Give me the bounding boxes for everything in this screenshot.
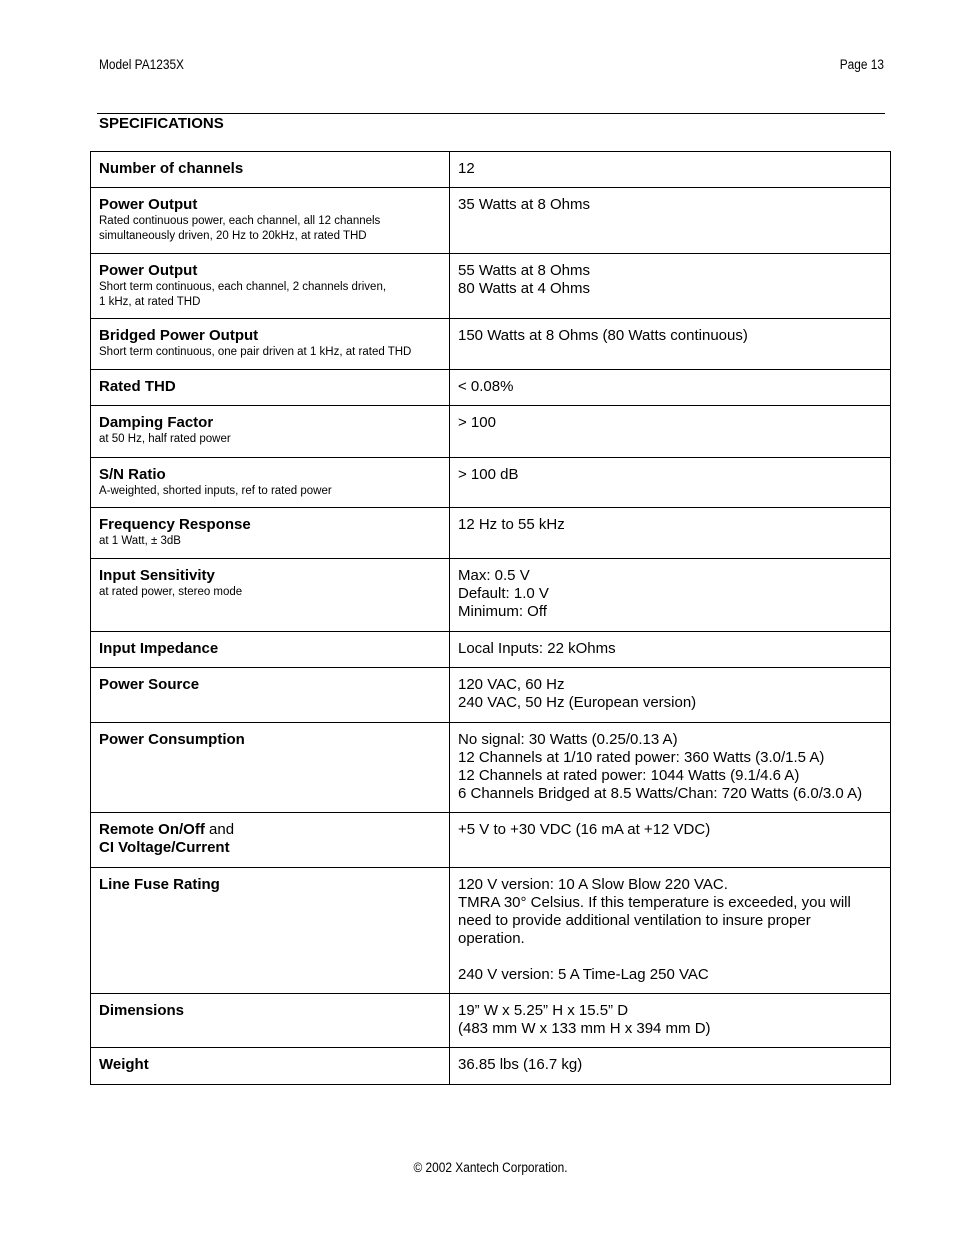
spec-label-cell <box>91 668 450 723</box>
spec-value: 12 <box>458 160 475 177</box>
spec-value <box>458 948 882 966</box>
spec-label-second-line: CI Voltage/Current <box>99 839 230 856</box>
spec-value-cell <box>450 188 891 254</box>
spec-value: Minimum: Off <box>458 603 547 620</box>
spec-label: Input Impedance <box>99 640 219 657</box>
spec-label-cell <box>91 994 450 1048</box>
spec-value: Max: 0.5 V <box>458 567 530 584</box>
spec-label-cell <box>91 319 450 370</box>
spec-value-cell <box>450 632 891 668</box>
spec-label-description: at 1 Watt, ± 3dB <box>99 535 181 547</box>
spec-label-cell <box>91 1048 450 1085</box>
spec-value-cell <box>450 370 891 406</box>
spec-value-cell <box>450 254 891 319</box>
spec-label-cell <box>91 152 450 188</box>
spec-value: 19” W x 5.25” H x 15.5” D <box>458 1002 629 1019</box>
spec-value: 55 Watts at 8 Ohms <box>458 262 590 279</box>
spec-row <box>91 254 891 319</box>
spec-label-cell <box>91 254 450 319</box>
spec-value: TMRA 30° Celsius. If this temperature is exceeded, you will <box>458 894 851 911</box>
copyright: © 2002 Xantech Corporation. <box>413 1160 569 1175</box>
spec-value: 12 Channels at rated power: 1044 Watts (9.1/4.6 A) <box>458 767 800 784</box>
spec-label: Input Sensitivity <box>99 567 215 584</box>
header-rule <box>97 113 885 114</box>
spec-label-line <box>99 1056 441 1074</box>
page-number: Page 13 <box>839 57 884 72</box>
spec-label: Dimensions <box>99 1002 185 1019</box>
spec-value: < 0.08% <box>458 378 514 395</box>
spec-label: Power Consumption <box>99 731 245 748</box>
spec-label-cell <box>91 723 450 813</box>
spec-label-cell <box>91 458 450 508</box>
spec-value-cell <box>450 723 891 813</box>
spec-label-cell <box>91 868 450 994</box>
spec-label-line <box>99 414 441 432</box>
spec-value: > 100 dB <box>458 466 519 483</box>
spec-label-line <box>99 676 441 694</box>
spec-label-description: Short term continuous, one pair driven at 1 kHz, at rated THD <box>99 346 412 358</box>
spec-row <box>91 406 891 458</box>
spec-value: 6 Channels Bridged at 8.5 Watts/Chan: 720 Watts (6.0/3.0 A) <box>458 785 863 802</box>
spec-row <box>91 868 891 994</box>
spec-value: +5 V to +30 VDC (16 mA at +12 VDC) <box>458 821 711 838</box>
spec-row <box>91 559 891 632</box>
spec-value: 120 V version: 10 A Slow Blow 220 VAC. <box>458 876 728 893</box>
spec-label: Rated THD <box>99 378 176 395</box>
spec-label-suffix: and <box>204 821 235 838</box>
spec-value: operation. <box>458 930 525 947</box>
spec-value: Default: 1.0 V <box>458 585 549 602</box>
spec-label-line <box>99 262 441 280</box>
spec-label-description: Rated continuous power, each channel, all 12 channels <box>99 215 381 227</box>
spec-row <box>91 370 891 406</box>
spec-label-line <box>99 466 441 484</box>
spec-value: Local Inputs: 22 kOhms <box>458 640 616 657</box>
spec-label-line <box>99 731 441 749</box>
spec-row <box>91 188 891 254</box>
model-name: Model PA1235X <box>99 57 184 72</box>
spec-label-description: Short term continuous, each channel, 2 channels driven, <box>99 281 387 293</box>
spec-label-description: at rated power, stereo mode <box>99 586 243 598</box>
spec-label-cell <box>91 188 450 254</box>
spec-label-line <box>99 160 441 178</box>
spec-value-cell <box>450 868 891 994</box>
spec-value: (483 mm W x 133 mm H x 394 mm D) <box>458 1020 711 1037</box>
spec-value-cell <box>450 1048 891 1085</box>
spec-label-line <box>99 516 441 534</box>
spec-label: Number of channels <box>99 160 244 177</box>
spec-row <box>91 152 891 188</box>
spec-row <box>91 458 891 508</box>
spec-value: 120 VAC, 60 Hz <box>458 676 565 693</box>
spec-row <box>91 1048 891 1085</box>
spec-label-cell <box>91 813 450 868</box>
spec-label-line <box>99 876 441 894</box>
spec-row <box>91 632 891 668</box>
spec-label: Frequency Response <box>99 516 251 533</box>
spec-value: 240 VAC, 50 Hz (European version) <box>458 694 697 711</box>
spec-label: Weight <box>99 1056 149 1073</box>
spec-value: > 100 <box>458 414 496 431</box>
specifications-body <box>91 152 891 1085</box>
spec-value-cell <box>450 152 891 188</box>
spec-label: Power Output <box>99 262 198 279</box>
spec-row <box>91 723 891 813</box>
spec-value-cell <box>450 813 891 868</box>
page-footer <box>0 1160 954 1175</box>
spec-value-cell <box>450 406 891 458</box>
spec-label-cell <box>91 632 450 668</box>
spec-label-cell <box>91 508 450 559</box>
spec-value: 36.85 lbs (16.7 kg) <box>458 1056 583 1073</box>
spec-label-description: 1 kHz, at rated THD <box>99 296 201 308</box>
spec-value: 12 Hz to 55 kHz <box>458 516 565 533</box>
spec-label-line <box>99 821 441 839</box>
spec-label-line <box>99 640 441 658</box>
spec-label-line <box>99 567 441 585</box>
spec-row <box>91 994 891 1048</box>
spec-label: Bridged Power Output <box>99 327 259 344</box>
spec-row <box>91 319 891 370</box>
spec-value-cell <box>450 668 891 723</box>
spec-value-cell <box>450 458 891 508</box>
spec-label-line <box>99 196 441 214</box>
spec-value-cell <box>450 508 891 559</box>
spec-label-description: at 50 Hz, half rated power <box>99 433 231 445</box>
spec-row <box>91 668 891 723</box>
spec-value: need to provide additional ventilation to insure proper <box>458 912 811 929</box>
spec-value-cell <box>450 559 891 632</box>
spec-value: 150 Watts at 8 Ohms (80 Watts continuous) <box>458 327 748 344</box>
section-title: SPECIFICATIONS <box>99 115 224 132</box>
spec-value: 80 Watts at 4 Ohms <box>458 280 590 297</box>
spec-label: Power Output <box>99 196 198 213</box>
spec-label-description: simultaneously driven, 20 Hz to 20kHz, at rated THD <box>99 230 367 242</box>
spec-value-cell <box>450 994 891 1048</box>
page-header <box>99 57 884 77</box>
spec-label: S/N Ratio <box>99 466 166 483</box>
spec-label-cell <box>91 370 450 406</box>
spec-value: No signal: 30 Watts (0.25/0.13 A) <box>458 731 678 748</box>
spec-row <box>91 813 891 868</box>
spec-label-line <box>99 378 441 396</box>
spec-label-line <box>99 327 441 345</box>
spec-value-cell <box>450 319 891 370</box>
spec-label-cell <box>91 559 450 632</box>
spec-label: Power Source <box>99 676 200 693</box>
spec-label: Line Fuse Rating <box>99 876 220 893</box>
spec-label: Remote On/Off <box>99 821 205 838</box>
spec-label-line <box>99 1002 441 1020</box>
spec-label-cell <box>91 406 450 458</box>
spec-label-description: A-weighted, shorted inputs, ref to rated power <box>99 485 332 497</box>
spec-value: 35 Watts at 8 Ohms <box>458 196 590 213</box>
spec-label: Damping Factor <box>99 414 214 431</box>
spec-value: 12 Channels at 1/10 rated power: 360 Watts (3.0/1.5 A) <box>458 749 825 766</box>
specifications-table <box>90 151 891 1085</box>
spec-row <box>91 508 891 559</box>
spec-value: 240 V version: 5 A Time-Lag 250 VAC <box>458 966 709 983</box>
